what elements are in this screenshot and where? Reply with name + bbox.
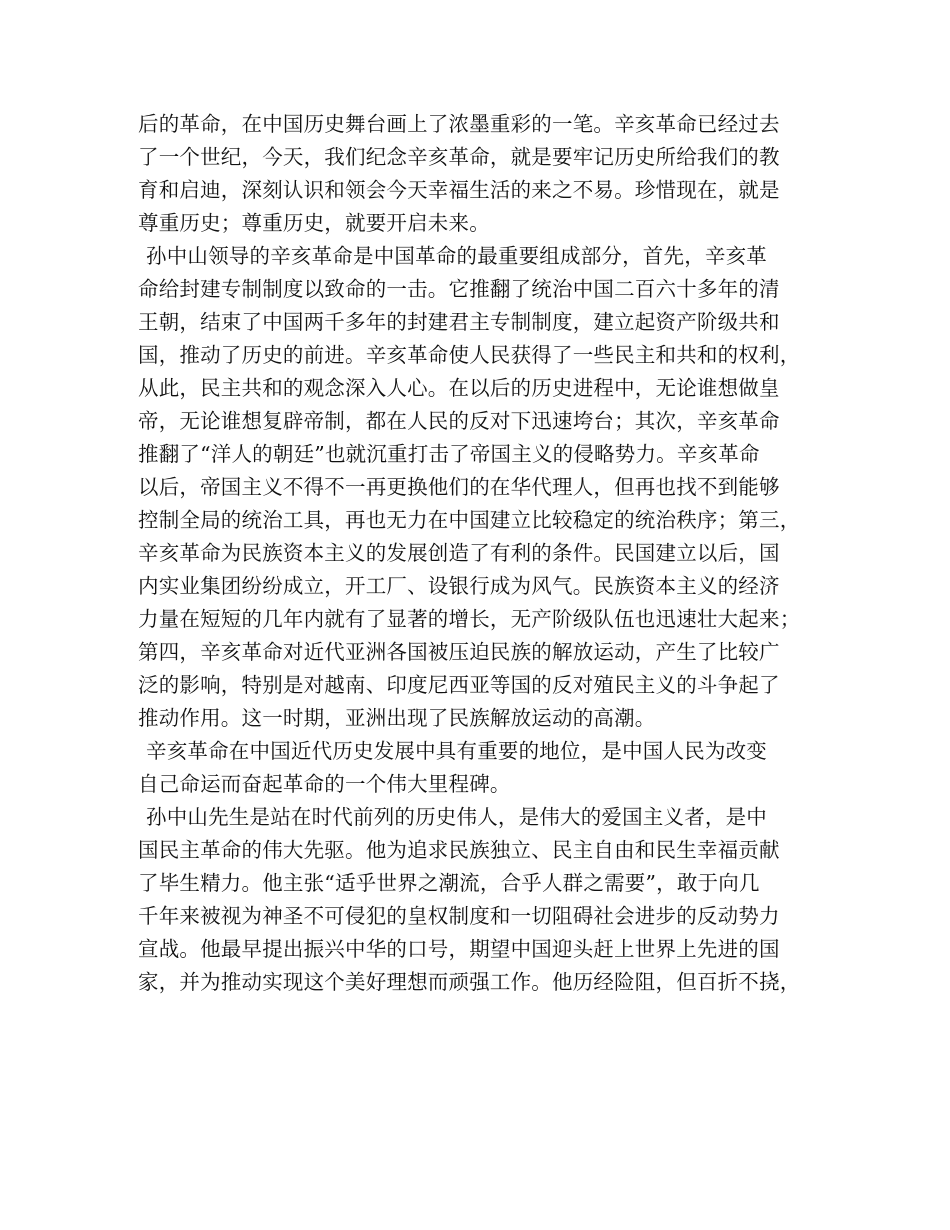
text-line: 以后，帝国主义不得不一再更换他们的在华代理人，但再也找不到能够 [138,475,780,499]
text-line: 第四，辛亥革命对近代亚洲各国被压迫民族的解放运动，产生了比较广 [138,640,780,664]
document-body [138,108,838,999]
text-line: 推动作用。这一时期，亚洲出现了民族解放运动的高潮。 [138,706,656,730]
text-line: 孙中山领导的辛亥革命是中国革命的最重要组成部分，首先，辛亥革 [146,244,767,268]
text-line: 了一个世纪，今天，我们纪念辛亥革命，就是要牢记历史所给我们的教 [138,145,780,169]
text-line: 国民主革命的伟大先驱。他为追求民族独立、民主自由和民生幸福贡献 [138,838,780,862]
text-line: 内实业集团纷纷成立，开工厂、设银行成为风气。民族资本主义的经济 [138,574,780,598]
text-line: 孙中山先生是站在时代前列的历史伟人，是伟大的爱国主义者，是中 [146,805,767,829]
text-line: 宣战。他最早提出振兴中华的口号，期望中国迎头赶上世界上先进的国 [138,937,780,961]
text-line: 从此，民主共和的观念深入人心。在以后的历史进程中，无论谁想做皇 [138,376,780,400]
text-line: 自己命运而奋起革命的一个伟大里程碑。 [138,772,511,796]
text-line: 家，并为推动实现这个美好理想而顽强工作。他历经险阻，但百折不挠， [138,970,801,994]
text-line: 辛亥革命在中国近代历史发展中具有重要的地位，是中国人民为改变 [146,739,767,763]
text-line: 了毕生精力。他主张“适乎世界之潮流，合乎人群之需要”，敢于向几 [138,871,760,895]
text-line: 后的革命，在中国历史舞台画上了浓墨重彩的一笔。辛亥革命已经过去 [138,112,780,136]
text-line: 推翻了“洋人的朝廷”也就沉重打击了帝国主义的侵略势力。辛亥革命 [138,442,760,466]
text-line: 帝，无论谁想复辟帝制，都在人民的反对下迅速垮台；其次，辛亥革命 [138,409,780,433]
text-line: 千年来被视为神圣不可侵犯的皇权制度和一切阻碍社会进步的反动势力 [138,904,780,928]
text-line: 控制全局的统治工具，再也无力在中国建立比较稳定的统治秩序；第三， [138,508,801,532]
text-line: 国，推动了历史的前进。辛亥革命使人民获得了一些民主和共和的权利， [138,343,801,367]
text-line: 王朝，结束了中国两千多年的封建君主专制制度，建立起资产阶级共和 [138,310,780,334]
text-line: 尊重历史；尊重历史，就要开启未来。 [138,211,490,235]
text-line: 辛亥革命为民族资本主义的发展创造了有利的条件。民国建立以后，国 [138,541,780,565]
text-line: 命给封建专制制度以致命的一击。它推翻了统治中国二百六十多年的清 [138,277,780,301]
text-line: 力量在短短的几年内就有了显著的增长，无产阶级队伍也迅速壮大起来； [138,607,801,631]
text-line: 泛的影响，特别是对越南、印度尼西亚等国的反对殖民主义的斗争起了 [138,673,780,697]
text-line: 育和启迪，深刻认识和领会今天幸福生活的来之不易。珍惜现在，就是 [138,178,780,202]
